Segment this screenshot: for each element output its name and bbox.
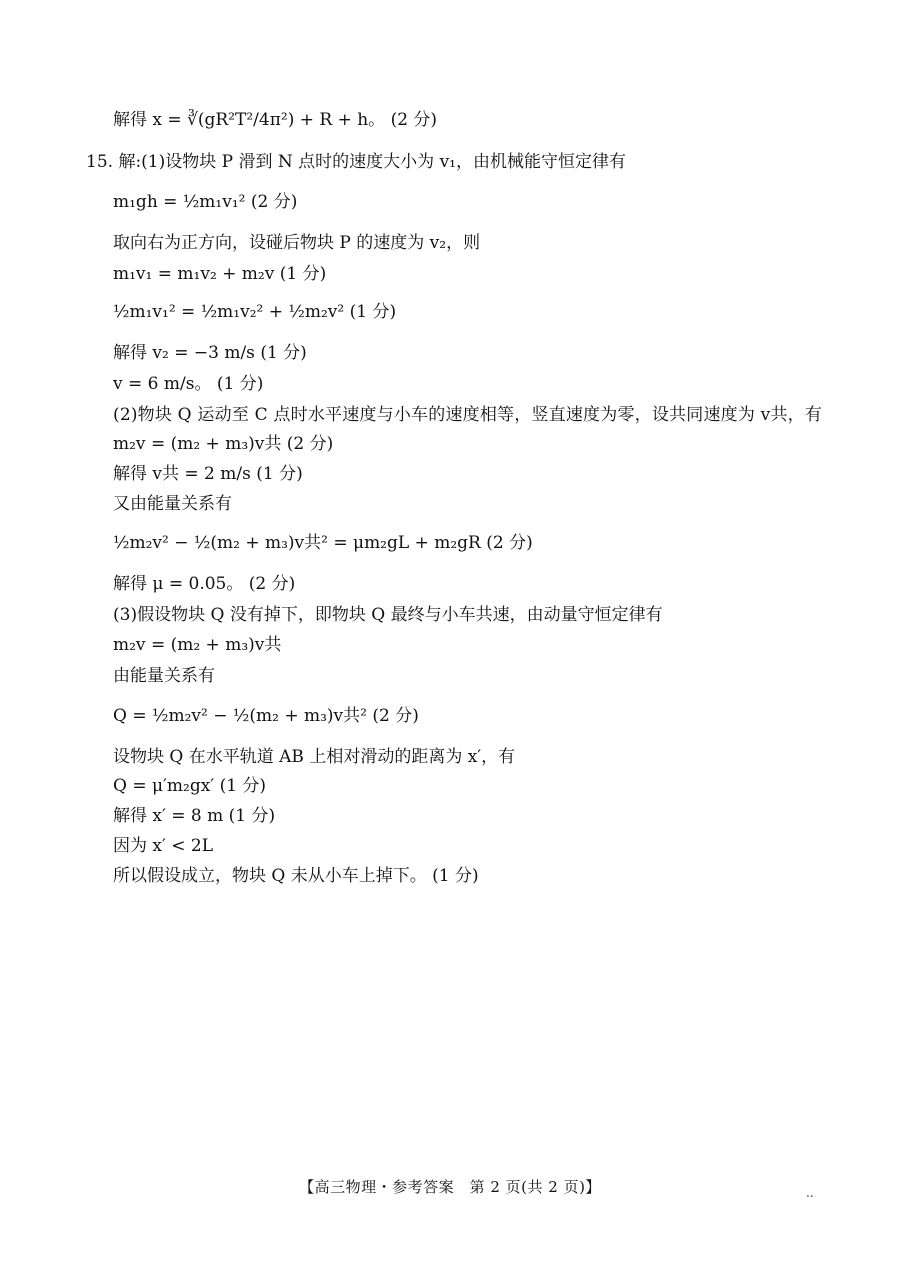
solution-line-9: (2)物块 Q 运动至 C 点时水平速度与小车的速度相等，竖直速度为零，设共同速度为 v共，有 <box>113 405 823 425</box>
solution-line-3: m₁gh = ½m₁v₁² (2 分) <box>113 192 298 212</box>
solution-line-23: 所以假设成立，物块 Q 未从小车上掉下。 (1 分) <box>113 866 479 886</box>
solution-line-11: 解得 v共 = 2 m/s (1 分) <box>113 464 303 484</box>
solution-line-17: 由能量关系有 <box>113 666 215 686</box>
solution-line-14: 解得 μ = 0.05。 (2 分) <box>113 574 296 594</box>
solution-line-22: 因为 x′ < 2L <box>113 836 214 856</box>
page-footer: 【高三物理・参考答案 第 2 页(共 2 页)】 <box>299 1178 601 1196</box>
solution-line-20: Q = μ′m₂gx′ (1 分) <box>113 776 267 796</box>
solution-line-13: ½m₂v² − ½(m₂ + m₃)v共² = μm₂gL + m₂gR (2 分) <box>113 533 533 553</box>
solution-line-6: ½m₁v₁² = ½m₁v₂² + ½m₂v² (1 分) <box>113 302 397 322</box>
solution-line-15: (3)假设物块 Q 没有掉下，即物块 Q 最终与小车共速，由动量守恒定律有 <box>113 605 663 625</box>
solution-line-21: 解得 x′ = 8 m (1 分) <box>113 806 276 826</box>
solution-line-4: 取向右为正方向，设碰后物块 P 的速度为 v₂，则 <box>113 233 481 253</box>
solution-line-5: m₁v₁ = m₁v₂ + m₂v (1 分) <box>113 264 327 284</box>
solution-line-1: 解得 x = ∛(gR²T²/4π²) + R + h。 (2 分) <box>113 110 438 130</box>
solution-line-7: 解得 v₂ = −3 m/s (1 分) <box>113 343 307 363</box>
solution-line-12: 又由能量关系有 <box>113 494 232 514</box>
solution-line-16: m₂v = (m₂ + m₃)v共 <box>113 635 282 655</box>
solution-line-10: m₂v = (m₂ + m₃)v共 (2 分) <box>113 434 334 454</box>
solution-line-2: 15. 解:(1)设物块 P 滑到 N 点时的速度大小为 v₁，由机械能守恒定律有 <box>86 152 626 172</box>
solution-line-19: 设物块 Q 在水平轨道 AB 上相对滑动的距离为 x′，有 <box>113 747 516 767</box>
solution-line-8: v = 6 m/s。 (1 分) <box>113 374 264 394</box>
solution-line-18: Q = ½m₂v² − ½(m₂ + m₃)v共² (2 分) <box>113 706 419 726</box>
corner-mark: .. <box>806 1186 814 1200</box>
